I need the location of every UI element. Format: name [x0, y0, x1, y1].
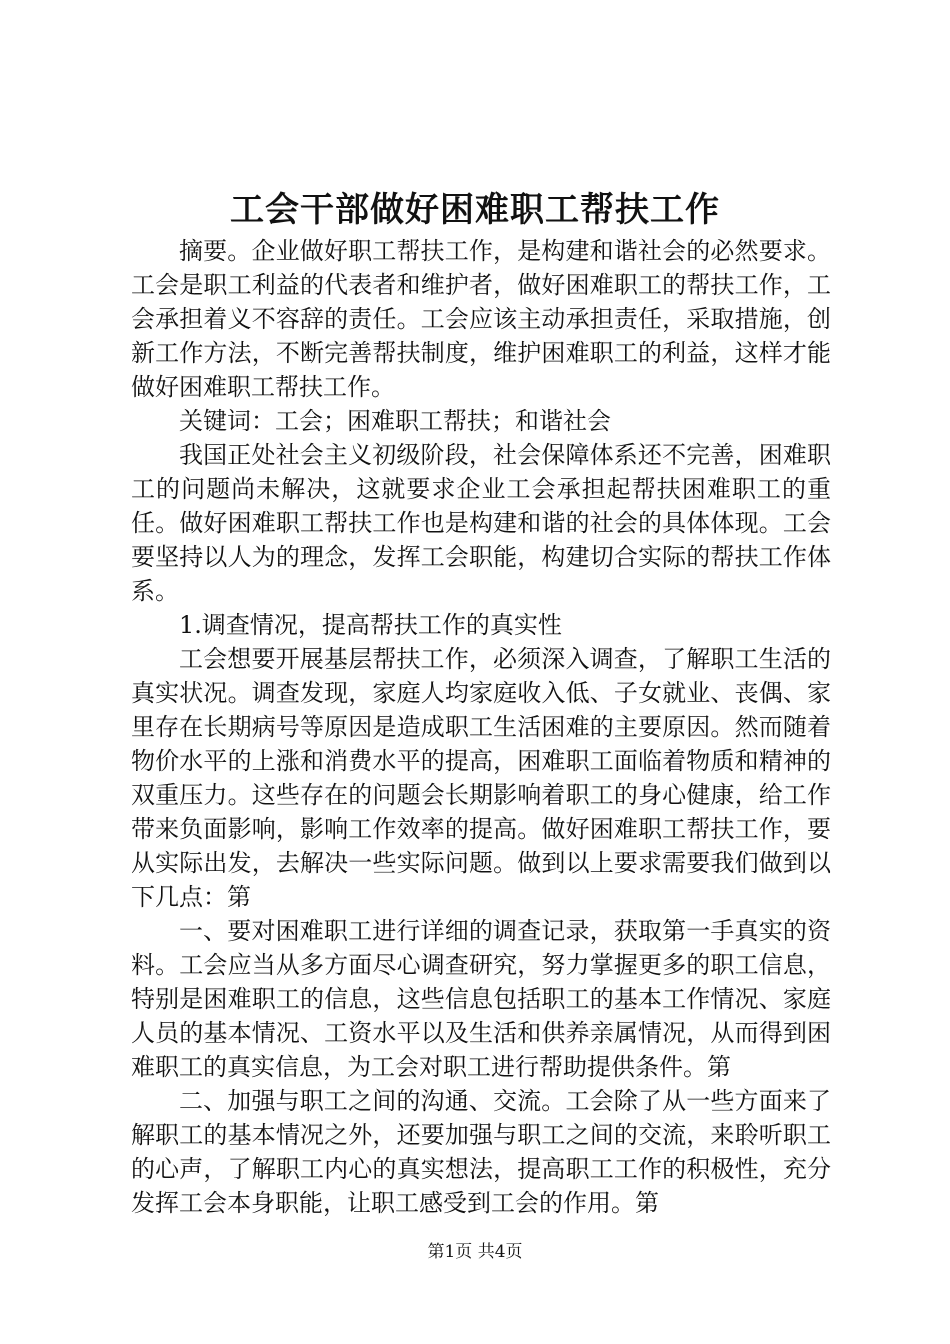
abstract-paragraph: 摘要。企业做好职工帮扶工作，是构建和谐社会的必然要求。工会是职工利益的代表者和维护者，做好困难职工的帮扶工作，工会承担着义不容辞的责任。工会应该主动承担责任，采取措施，创新工作方法，不断完善帮扶制度，维护困难职工的利益，这样才能做好困难职工帮扶工作。: [131, 237, 831, 401]
document-body: [131, 234, 831, 1220]
body-paragraph: 一、要对困难职工进行详细的调查记录，获取第一手真实的资料。工会应当从多方面尽心调查研究，努力掌握更多的职工信息，特别是困难职工的信息，这些信息包括职工的基本工作情况、家庭人员的基本情况、工资水平以及生活和供养亲属情况，从而得到困难职工的真实信息，为工会对职工进行帮助提供条件。第: [131, 917, 831, 1081]
body-paragraph: 工会想要开展基层帮扶工作，必须深入调查，了解职工生活的真实状况。调查发现，家庭人均家庭收入低、子女就业、丧偶、家里存在长期病号等原因是造成职工生活困难的主要原因。然而随着物价水平的上涨和消费水平的提高，困难职工面临着物质和精神的双重压力。这些存在的问题会长期影响着职工的身心健康，给工作带来负面影响，影响工作效率的提高。做好困难职工帮扶工作，要从实际出发，去解决一些实际问题。做到以上要求需要我们做到以下几点：第: [131, 645, 831, 911]
keywords-paragraph: 关键词：工会；困难职工帮扶；和谐社会: [179, 407, 611, 435]
document-title: 工会干部做好困难职工帮扶工作: [230, 190, 720, 230]
section-heading: 1.调查情况，提高帮扶工作的真实性: [179, 611, 562, 639]
page-footer: 第1页 共4页: [427, 1242, 523, 1262]
intro-paragraph: 我国正处社会主义初级阶段，社会保障体系还不完善，困难职工的问题尚未解决，这就要求企业工会承担起帮扶困难职工的重任。做好困难职工帮扶工作也是构建和谐的社会的具体体现。工会要坚持以人为的理念，发挥工会职能，构建切合实际的帮扶工作体系。: [131, 441, 831, 605]
body-paragraph: 二、加强与职工之间的沟通、交流。工会除了从一些方面来了解职工的基本情况之外，还要加强与职工之间的交流，来聆听职工的心声，了解职工内心的真实想法，提高职工工作的积极性，充分发挥工会本身职能，让职工感受到工会的作用。第: [131, 1087, 831, 1217]
